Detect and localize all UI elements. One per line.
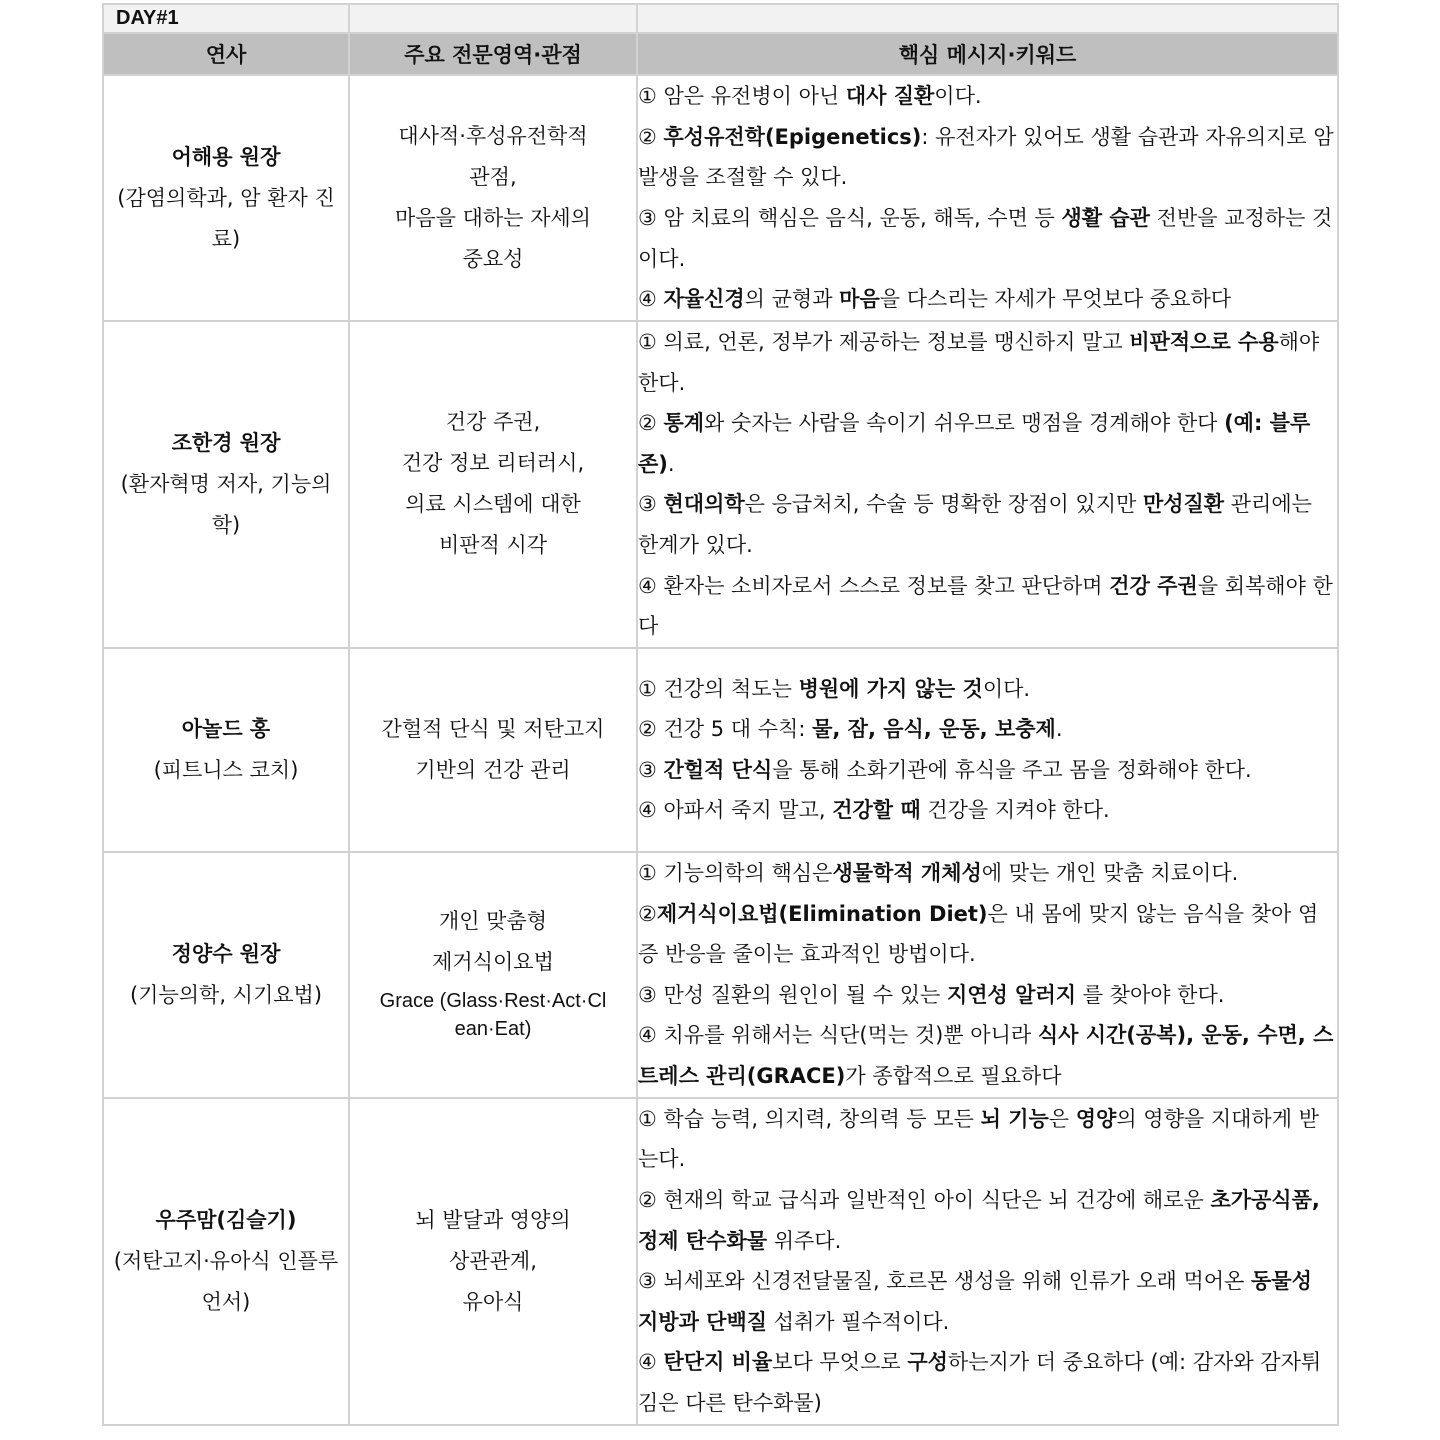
expertise-line: 마음을 대하는 자세의 bbox=[395, 206, 591, 230]
keyword-highlight: 물, 잠, 음식, 운동, 보충제 bbox=[812, 717, 1056, 742]
message-text: ① 의료, 언론, 정부가 제공하는 정보를 맹신하지 말고 bbox=[638, 330, 1130, 354]
message-text: 가 종합적으로 필요하다 bbox=[845, 1063, 1062, 1088]
message-text: 를 찾아야 한다. bbox=[1076, 982, 1225, 1007]
message-text: ④ bbox=[638, 287, 664, 312]
keyword-highlight: 통계 bbox=[663, 411, 705, 436]
speaker-desc: (저탄고지·유아식 인플루언서) bbox=[113, 1248, 339, 1314]
keyword-highlight: 영양 bbox=[1075, 1106, 1117, 1131]
expertise-line: 제거식이요법 bbox=[432, 949, 554, 974]
messages-cell bbox=[637, 648, 1338, 852]
message-text: ③ bbox=[638, 757, 664, 782]
expertise-line: 기반의 건강 관리 bbox=[415, 757, 571, 782]
day-row-empty-cell bbox=[637, 4, 1338, 33]
messages-cell bbox=[637, 1098, 1338, 1425]
message-text: 전반을 교정하는 것이다. bbox=[638, 206, 1333, 271]
message-text: 은 bbox=[1048, 1106, 1076, 1131]
message-text: ④ 환자는 소비자로서 스스로 정보를 찾고 판단하며 bbox=[638, 573, 1110, 598]
header-row bbox=[103, 33, 1338, 75]
speaker-desc: (피트니스 코치) bbox=[153, 757, 299, 782]
speaker-desc: (환자혁명 저자, 기능의학) bbox=[120, 471, 332, 537]
message-text: 섭취가 필수적이다. bbox=[767, 1309, 950, 1334]
expertise-line: 개인 맞춤형 bbox=[438, 908, 548, 933]
speaker-cell bbox=[103, 75, 349, 321]
key-message-item bbox=[638, 750, 1337, 791]
day-row-empty-cell bbox=[349, 4, 637, 33]
keyword-highlight: 탄단지 비율 bbox=[663, 1350, 773, 1375]
expertise-cell bbox=[349, 75, 637, 321]
message-text: 이다. bbox=[982, 676, 1031, 701]
key-message-item bbox=[638, 566, 1337, 647]
expertise-line: 건강 정보 리터러시, bbox=[401, 451, 585, 476]
key-message-item bbox=[638, 790, 1337, 831]
message-text: ② bbox=[638, 411, 664, 436]
message-text: ④ 치유를 위해서는 식단(먹는 것)뿐 아니라 bbox=[638, 1023, 1038, 1048]
message-text: . bbox=[667, 451, 675, 476]
table-row bbox=[103, 321, 1338, 648]
key-message-item bbox=[638, 484, 1337, 565]
speaker-summary-table bbox=[102, 3, 1339, 1426]
expertise-line: 간헐적 단식 및 저탄고지 bbox=[381, 716, 605, 741]
expertise-line: 비판적 시각 bbox=[438, 533, 548, 558]
message-text: 의 영향을 지대하게 받는다. bbox=[638, 1106, 1319, 1172]
message-text: ④ bbox=[638, 1350, 664, 1375]
message-text: 이다. bbox=[934, 84, 982, 109]
message-text: 을 통해 소화기관에 휴식을 주고 몸을 정화해야 한다. bbox=[772, 757, 1252, 782]
keyword-highlight: 대사 질환 bbox=[845, 84, 935, 109]
message-text: 보다 무엇으로 bbox=[772, 1350, 908, 1375]
key-message-item bbox=[638, 709, 1337, 750]
expertise-line: 의료 시스템에 대한 bbox=[405, 492, 581, 517]
keyword-highlight: 지연성 알러지 bbox=[946, 982, 1077, 1007]
expertise-cell bbox=[349, 852, 637, 1098]
table-row bbox=[103, 852, 1338, 1098]
key-message-item bbox=[638, 894, 1337, 975]
speaker-name: 정양수 원장 bbox=[171, 941, 281, 966]
keyword-highlight: 구성 bbox=[907, 1350, 948, 1375]
message-text: ③ 암 치료의 핵심은 음식, 운동, 해독, 수면 등 bbox=[638, 206, 1062, 230]
keyword-highlight: 뇌 기능 bbox=[980, 1106, 1049, 1131]
message-text: 은 내 몸에 맞지 않는 음식을 찾아 염증 반응을 줄이는 효과적인 방법이다. bbox=[638, 901, 1319, 967]
message-text: 건강을 지켜야 한다. bbox=[920, 798, 1110, 823]
message-text: 은 응급처치, 수술 등 명확한 장점이 있지만 bbox=[744, 492, 1143, 517]
key-message-item bbox=[638, 1180, 1337, 1261]
message-text: ② 건강 5 대 수칙: bbox=[638, 717, 813, 742]
speaker-desc: (기능의학, 시기요법) bbox=[129, 982, 323, 1007]
message-text: ② bbox=[638, 124, 664, 149]
keyword-highlight: (예: 블루존) bbox=[638, 411, 1311, 476]
message-text: 와 숫자는 사람을 속이기 쉬우므로 맹점을 경계해야 한다 bbox=[704, 411, 1225, 436]
speaker-cell bbox=[103, 1098, 349, 1425]
keyword-highlight: 건강할 때 bbox=[832, 798, 921, 823]
day-label: DAY#1 bbox=[103, 4, 349, 33]
message-text: ③ 뇌세포와 신경전달물질, 호르몬 생성을 위해 인류가 오래 먹어온 bbox=[638, 1269, 1252, 1294]
messages-cell bbox=[637, 75, 1338, 321]
speaker-name: 우주맘(김슬기) bbox=[155, 1207, 297, 1232]
expertise-line: ean·Eat) bbox=[454, 1017, 532, 1040]
header-expertise: 주요 전문영역·관점 bbox=[349, 33, 637, 75]
message-text: 을 다스리는 자세가 무엇보다 중요하다 bbox=[879, 287, 1232, 312]
keyword-highlight: 건강 주권 bbox=[1109, 573, 1198, 598]
messages-cell bbox=[637, 852, 1338, 1098]
key-message-item bbox=[638, 1099, 1337, 1180]
speaker-name: 조한경 원장 bbox=[171, 430, 281, 455]
keyword-highlight: 동물성 지방과 단백질 bbox=[638, 1269, 1312, 1334]
key-message-item bbox=[638, 1015, 1337, 1096]
message-text: 에 맞는 개인 맞춤 치료이다. bbox=[981, 860, 1239, 885]
messages-cell bbox=[637, 321, 1338, 648]
keyword-highlight: 자율신경 bbox=[663, 287, 745, 312]
speaker-cell bbox=[103, 321, 349, 648]
message-text: ③ 만성 질환의 원인이 될 수 있는 bbox=[638, 982, 947, 1007]
expertise-line: Grace (Glass·Rest·Act·Cl bbox=[379, 989, 607, 1012]
keyword-highlight: 식사 시간(공복), 운동, 수면, 스트레스 관리(GRACE) bbox=[638, 1023, 1334, 1088]
message-text: 해야 한다. bbox=[638, 330, 1320, 395]
message-text: ① 기능의학의 핵심은 bbox=[638, 860, 833, 885]
message-text: 관리에는 한계가 있다. bbox=[638, 492, 1312, 557]
key-message-item bbox=[638, 76, 1337, 117]
expertise-latin-block bbox=[350, 983, 636, 1049]
message-text: : 유전자가 있어도 생활 습관과 자유의지로 암 발생을 조절할 수 있다. bbox=[638, 124, 1334, 190]
expertise-cell bbox=[349, 1098, 637, 1425]
message-text: ① 암은 유전병이 아닌 bbox=[638, 84, 846, 109]
key-message-item bbox=[638, 975, 1337, 1016]
speaker-cell bbox=[103, 648, 349, 852]
expertise-line: 유아식 bbox=[462, 1289, 524, 1314]
key-message-item bbox=[638, 279, 1337, 320]
key-message-item bbox=[638, 198, 1337, 279]
key-message-item bbox=[638, 1342, 1337, 1423]
message-text: 을 회복해야 한다 bbox=[638, 573, 1333, 639]
keyword-highlight: 비판적으로 수용 bbox=[1129, 330, 1279, 354]
keyword-highlight: 간헐적 단식 bbox=[663, 757, 773, 782]
key-message-item bbox=[638, 669, 1337, 710]
table-row bbox=[103, 648, 1338, 852]
header-key-messages: 핵심 메시지·키워드 bbox=[637, 33, 1338, 75]
speaker-desc: (감염의학과, 암 환자 진료) bbox=[117, 185, 335, 251]
expertise-line: 대사적·후성유전학적 bbox=[398, 124, 588, 148]
keyword-highlight: 제거식이요법(Elimination Diet) bbox=[656, 901, 988, 926]
keyword-highlight: 현대의학 bbox=[663, 492, 745, 517]
key-message-item bbox=[638, 322, 1337, 403]
message-text: ① 건강의 척도는 bbox=[638, 676, 799, 701]
expertise-line: 중요성 bbox=[462, 247, 524, 271]
keyword-highlight: 초가공식품, 정제 탄수화물 bbox=[638, 1187, 1320, 1253]
key-message-item bbox=[638, 1261, 1337, 1342]
speaker-name: 어해용 원장 bbox=[171, 144, 281, 169]
expertise-cell bbox=[349, 321, 637, 648]
message-text: 위주다. bbox=[767, 1228, 842, 1253]
table-row bbox=[103, 1098, 1338, 1425]
message-text: 하는지가 더 중요하다 (예: 감자와 감자튀김은 다른 탄수화물) bbox=[638, 1350, 1322, 1415]
message-text: . bbox=[1055, 717, 1063, 742]
expertise-line: 건강 주권, bbox=[445, 410, 541, 435]
key-message-item bbox=[638, 403, 1337, 484]
message-text: ① 학습 능력, 의지력, 창의력 등 모든 bbox=[638, 1106, 981, 1131]
speaker-name: 아놀드 홍 bbox=[181, 716, 271, 741]
key-message-item bbox=[638, 117, 1337, 198]
message-text: 의 균형과 bbox=[744, 287, 840, 312]
expertise-line: 관점, bbox=[469, 165, 517, 189]
keyword-highlight: 마음 bbox=[839, 287, 880, 312]
expertise-line: 상관관계, bbox=[449, 1248, 537, 1273]
header-speaker: 연사 bbox=[103, 33, 349, 75]
expertise-cell bbox=[349, 648, 637, 852]
message-text: ② 현재의 학교 급식과 일반적인 아이 식단은 뇌 건강에 해로운 bbox=[638, 1187, 1211, 1212]
keyword-highlight: 만성질환 bbox=[1142, 492, 1225, 517]
keyword-highlight: 생물학적 개체성 bbox=[832, 860, 982, 885]
message-text: ④ 아파서 죽지 말고, bbox=[638, 798, 833, 823]
day-label-row bbox=[103, 4, 1338, 33]
keyword-highlight: 병원에 가지 않는 것 bbox=[798, 676, 983, 701]
key-message-item bbox=[638, 853, 1337, 894]
expertise-line: 뇌 발달과 영양의 bbox=[415, 1207, 571, 1232]
message-text: ② bbox=[638, 901, 657, 926]
keyword-highlight: 생활 습관 bbox=[1061, 206, 1150, 230]
speaker-cell bbox=[103, 852, 349, 1098]
keyword-highlight: 후성유전학(Epigenetics) bbox=[663, 124, 922, 149]
table-row bbox=[103, 75, 1338, 321]
message-text: ③ bbox=[638, 492, 664, 517]
